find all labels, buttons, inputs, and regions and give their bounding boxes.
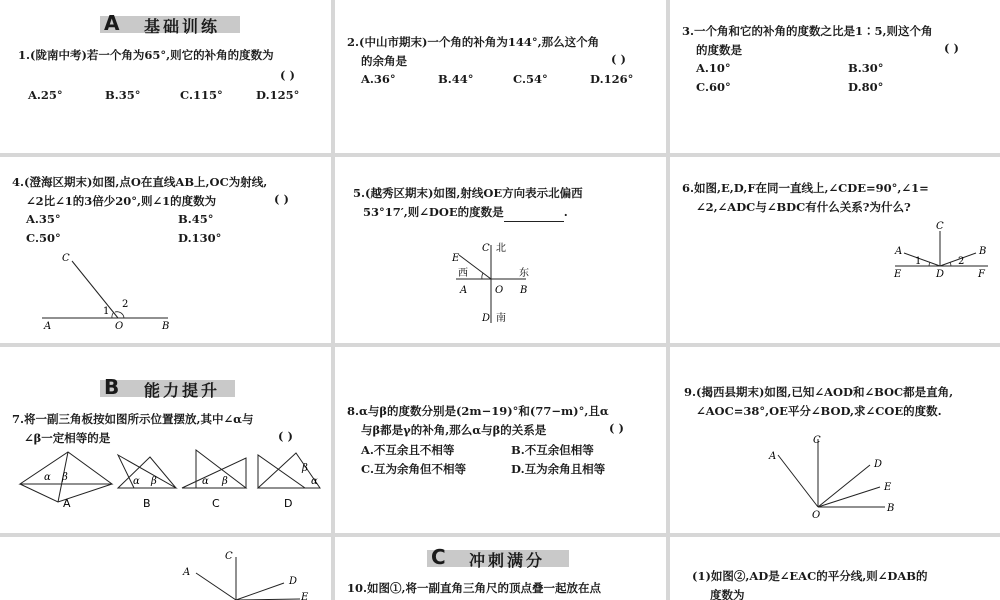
q4-option-b: B.45° — [178, 212, 214, 226]
q6-label-2: 2 — [958, 256, 965, 267]
q8-option-d: D.互为余角且相等 — [511, 462, 606, 476]
q10-sub1-line2 — [710, 586, 801, 600]
section-c-title: 冲刺满分 — [469, 551, 546, 570]
q6-ray-da — [904, 253, 940, 266]
row4-label-c: C — [225, 551, 233, 562]
q4-ray-oc — [72, 261, 118, 318]
q9-label-b: B — [887, 503, 895, 514]
q4-angle-arc-2 — [115, 312, 124, 318]
q7-figures — [0, 347, 331, 533]
q9-ray-oa — [778, 455, 818, 507]
q1-answer-paren: ( ) — [280, 68, 295, 82]
q7-b-beta: β — [151, 476, 157, 487]
q1-text: 1.(陇南中考)若一个角为65°,则它的补角的度数为 — [18, 48, 274, 62]
q2-option-c: C.54° — [513, 72, 548, 86]
q4-option-d: D.130° — [178, 231, 222, 245]
q10-line1: 10.如图①,将一副直角三角尺的顶点叠一起放在点 — [347, 581, 602, 595]
q7-caption-d: D — [284, 497, 293, 510]
q9-label-d: D — [874, 459, 883, 470]
q4-line2: ∠2比∠1的3倍少20°,则∠1的度数为 — [26, 194, 217, 208]
q5-label-b: B — [520, 285, 528, 296]
cell-q7 — [0, 347, 331, 533]
section-b-letter: B — [104, 375, 120, 399]
cell-q10 — [335, 537, 666, 600]
section-b-title: 能力提升 — [144, 381, 221, 400]
q7-figure-b — [118, 455, 176, 510]
q3-option-b: B.30° — [848, 61, 884, 75]
cell-q10-sub1 — [670, 537, 1000, 600]
row4-label-d: D — [289, 576, 298, 587]
q8-option-c: C.互为余角但不相等 — [361, 462, 466, 476]
q7-a-beta: β — [62, 472, 68, 483]
cell-q1 — [0, 0, 331, 153]
q5-angle-arc — [482, 273, 483, 279]
q7-c-alpha: α — [202, 476, 209, 487]
q6-label-a: A — [895, 246, 903, 257]
q4-label-2: 2 — [122, 299, 129, 310]
q9-ray-oe — [818, 487, 880, 507]
q7-figure-c — [182, 450, 246, 510]
q6-line2: ∠2,∠ADC与∠BDC有什么关系?为什么? — [696, 200, 911, 214]
q10-sub1-line2-text: 度数为 — [710, 588, 745, 600]
section-c-letter: C — [431, 545, 446, 569]
q7-caption-c: C — [212, 497, 220, 510]
q4-answer-paren: ( ) — [274, 192, 289, 206]
q9-label-e: E — [884, 482, 892, 493]
q9-figure — [670, 347, 1000, 533]
q4-label-b: B — [162, 321, 170, 332]
cell-q5 — [335, 157, 666, 343]
section-c-header — [427, 547, 569, 569]
q4-label-a: A — [44, 321, 52, 332]
q5-label-east: 东 — [519, 268, 529, 279]
q4-label-o: O — [115, 321, 124, 332]
row4-label-e: E — [301, 592, 309, 600]
q4-label-c: C — [62, 253, 70, 264]
q8-answer-paren: ( ) — [609, 421, 624, 435]
q7-d-alpha: α — [311, 476, 318, 487]
q3-option-c: C.60° — [696, 80, 731, 94]
q2-line1: 2.(中山市期末)一个角的补角为144°,那么这个角 — [347, 35, 600, 49]
q7-b-alpha: α — [133, 476, 140, 487]
q2-line2: 的余角是 — [361, 54, 407, 68]
row4-left-figure — [0, 537, 331, 600]
q7-line1: 7.将一副三角板按如图所示位置摆放,其中∠α与 — [12, 412, 254, 426]
q8-option-a: A.不互余且不相等 — [361, 443, 455, 457]
q9-label-a: A — [769, 451, 777, 462]
q1-option-b: B.35° — [105, 88, 141, 102]
q5-label-o: O — [495, 285, 504, 296]
q8-line2: 与β都是γ的补角,那么α与β的关系是 — [361, 423, 547, 437]
q3-line2: 的度数是 — [696, 43, 742, 57]
q1-option-d: D.125° — [256, 88, 300, 102]
q8-option-b: B.不互余但相等 — [511, 443, 594, 457]
q5-label-c: C — [482, 243, 490, 254]
q5-label-d: D — [482, 313, 491, 324]
q5-label-a: A — [460, 285, 468, 296]
q7-figure-d — [258, 453, 320, 510]
q7-d-triangle-2 — [258, 455, 305, 488]
q9-label-o: O — [812, 510, 821, 521]
q10-sub1-line1: (1)如图②,AD是∠EAC的平分线,则∠DAB的 — [692, 569, 928, 583]
q7-caption-a: A — [63, 497, 71, 510]
q4-option-c: C.50° — [26, 231, 61, 245]
cell-row4-left — [0, 537, 331, 600]
q5-label-north: 北 — [496, 243, 506, 254]
q7-answer-paren: ( ) — [278, 429, 293, 443]
cell-q3 — [670, 0, 1000, 153]
cell-q4 — [0, 157, 331, 343]
q5-label-e: E — [452, 253, 460, 264]
q8-line1: 8.α与β的度数分别是(2m−19)°和(77−m)°,且α — [347, 404, 609, 418]
q3-line1: 3.一个角和它的补角的度数之比是1∶5,则这个角 — [682, 24, 933, 38]
q5-label-west: 西 — [458, 268, 468, 279]
q7-a-alpha: α — [44, 472, 51, 483]
q2-option-b: B.44° — [438, 72, 474, 86]
q4-option-a: A.35° — [26, 212, 61, 226]
q2-option-d: D.126° — [590, 72, 634, 86]
q7-c-triangle-1 — [182, 458, 246, 488]
q6-figure — [670, 157, 1000, 343]
q9-ray-od — [818, 465, 870, 507]
q5-label-south: 南 — [496, 313, 506, 324]
q4-figure — [0, 157, 331, 343]
section-a-letter: A — [104, 11, 120, 35]
q2-answer-paren: ( ) — [611, 52, 626, 66]
q6-label-b: B — [979, 246, 987, 257]
q3-answer-paren: ( ) — [944, 41, 959, 55]
q5-line2-end: . — [563, 205, 568, 219]
q3-option-a: A.10° — [696, 61, 731, 75]
q4-label-1: 1 — [103, 306, 110, 317]
section-a-title: 基础训练 — [144, 17, 221, 36]
q6-label-e: E — [894, 269, 902, 280]
q4-angle-arc — [112, 312, 114, 318]
q6-label-1: 1 — [915, 256, 922, 267]
q9-label-c: C — [813, 435, 821, 446]
cell-q9 — [670, 347, 1000, 533]
q7-c-beta: β — [222, 476, 228, 487]
q7-figure-a — [20, 452, 112, 510]
q7-d-beta: β — [302, 463, 308, 474]
q6-label-f: F — [978, 269, 985, 280]
q7-line2: ∠β一定相等的是 — [24, 431, 111, 445]
q5-line2-text: 53°17′,则∠DOE的度数是 — [363, 205, 504, 219]
q10-sub1-answer-blank[interactable] — [745, 591, 801, 600]
q1-option-c: C.115° — [180, 88, 223, 102]
q2-option-a: A.36° — [361, 72, 396, 86]
q4-line1: 4.(澄海区期末)如图,点O在直线AB上,OC为射线, — [12, 175, 268, 189]
q5-line1: 5.(越秀区期末)如图,射线OE方向表示北偏西 — [353, 186, 583, 200]
q7-caption-b: B — [143, 497, 151, 510]
row4-label-a: A — [183, 567, 191, 578]
q6-line1: 6.如图,E,D,F在同一直线上,∠CDE=90°,∠1= — [682, 181, 929, 195]
cell-q6 — [670, 157, 1000, 343]
row4-ray-d — [236, 583, 284, 600]
q5-figure — [335, 157, 666, 343]
cell-q8 — [335, 347, 666, 533]
q9-line2: ∠AOC=38°,OE平分∠BOD,求∠COE的度数. — [696, 404, 942, 418]
row4-ray-a — [196, 573, 236, 600]
section-a-header — [100, 13, 240, 35]
q6-label-d: D — [936, 269, 945, 280]
q9-line1: 9.(揭西县期末)如图,已知∠AOD和∠BOC都是直角, — [684, 385, 954, 399]
cell-q2 — [335, 0, 666, 153]
q1-option-a: A.25° — [28, 88, 63, 102]
q3-option-d: D.80° — [848, 80, 884, 94]
q6-label-c: C — [936, 221, 944, 232]
